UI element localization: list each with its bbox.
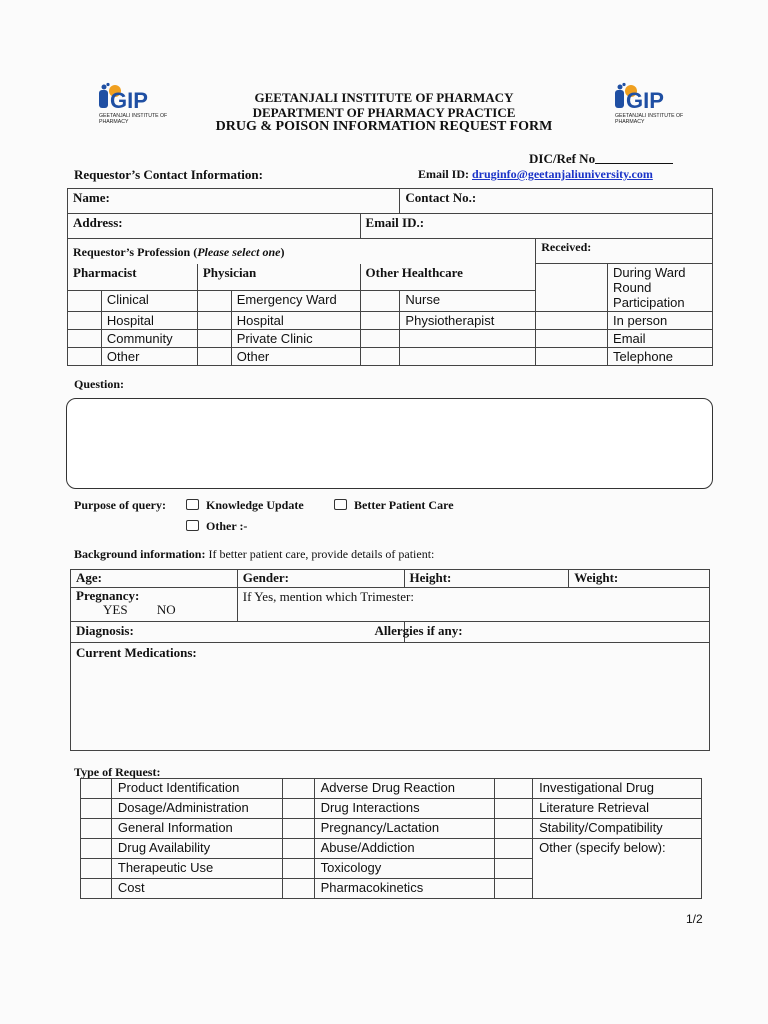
allergies-field[interactable]: Allergies if any:	[374, 622, 680, 643]
ref-input[interactable]	[595, 151, 673, 164]
purpose-option-other[interactable]	[186, 519, 247, 534]
request-option-therapeutic: Therapeutic Use	[111, 859, 282, 879]
institute-name: GEETANJALI INSTITUTE OF PHARMACY	[254, 90, 514, 105]
received-heading: Received:	[536, 239, 713, 264]
other-healthcare-heading: Other Healthcare	[360, 264, 536, 291]
request-option-adr: Adverse Drug Reaction	[314, 779, 495, 799]
address-field[interactable]	[68, 214, 361, 239]
request-checkbox-dosage[interactable]	[81, 799, 112, 819]
pregnancy-yes[interactable]: YES	[103, 602, 128, 617]
better-patient-care-label: Better Patient Care	[354, 498, 454, 512]
pharmacist-heading: Pharmacist	[68, 264, 198, 291]
request-type-table	[80, 778, 702, 899]
received-checkbox-telephone[interactable]	[536, 348, 608, 366]
received-option-telephone: Telephone	[608, 348, 713, 366]
request-option-pk: Pharmacokinetics	[314, 879, 495, 899]
request-checkbox-blank-1[interactable]	[495, 859, 533, 879]
requestor-table	[67, 188, 713, 366]
request-checkbox-other[interactable]	[495, 839, 533, 859]
pharmacist-checkbox-other[interactable]	[68, 348, 102, 366]
request-option-other[interactable]: Other (specify below):	[533, 839, 702, 899]
request-option-interactions: Drug Interactions	[314, 799, 495, 819]
other-option-blank-2	[400, 348, 536, 366]
pharmacist-checkbox-hospital[interactable]	[68, 312, 102, 330]
pharmacist-option-hospital: Hospital	[101, 312, 197, 330]
request-option-general: General Information	[111, 819, 282, 839]
other-purpose-checkbox[interactable]	[186, 520, 199, 531]
other-checkbox-nurse[interactable]	[360, 290, 400, 311]
received-option-ward: During Ward Round Participation	[608, 264, 713, 312]
svg-text:GEETANJALI INSTITUTE OF: GEETANJALI INSTITUTE OF	[99, 113, 168, 119]
requestor-email-label: Email ID.:	[365, 215, 425, 230]
received-option-email: Email	[608, 330, 713, 348]
pharmacist-checkbox-clinical[interactable]	[68, 290, 102, 311]
contact-no-field[interactable]	[400, 189, 713, 214]
knowledge-update-checkbox[interactable]	[186, 499, 199, 510]
other-checkbox-physio[interactable]	[360, 312, 400, 330]
request-checkbox-general[interactable]	[81, 819, 112, 839]
request-option-pregnancy: Pregnancy/Lactation	[314, 819, 495, 839]
background-heading	[74, 547, 434, 562]
physician-option-private: Private Clinic	[231, 330, 360, 348]
request-option-product-id: Product Identification	[111, 779, 282, 799]
other-purpose-label: Other :-	[206, 519, 248, 533]
current-medications-field[interactable]: Current Medications:	[71, 643, 710, 751]
form-title: DRUG & POISON INFORMATION REQUEST FORM	[215, 119, 553, 134]
received-checkbox-ward[interactable]	[536, 264, 608, 312]
request-option-stability: Stability/Compatibility	[533, 819, 702, 839]
request-option-toxicology: Toxicology	[314, 859, 495, 879]
request-option-cost: Cost	[111, 879, 282, 899]
pharmacist-option-clinical: Clinical	[101, 290, 197, 311]
svg-text:PHARMACY: PHARMACY	[99, 119, 129, 125]
age-field[interactable]: Age:	[71, 570, 238, 588]
physician-checkbox-other[interactable]	[197, 348, 231, 366]
svg-text:GEETANJALI INSTITUTE OF: GEETANJALI INSTITUTE OF	[615, 113, 684, 119]
other-option-blank-1	[400, 330, 536, 348]
request-option-availability: Drug Availability	[111, 839, 282, 859]
pharmacist-option-community: Community	[101, 330, 197, 348]
physician-option-hospital: Hospital	[231, 312, 360, 330]
pregnancy-no[interactable]: NO	[156, 602, 176, 617]
ref-label: DIC/Ref No	[529, 151, 596, 166]
name-field[interactable]	[68, 189, 400, 214]
request-checkbox-adr[interactable]	[282, 779, 314, 799]
request-checkbox-stability[interactable]	[495, 819, 533, 839]
height-field[interactable]: Height:	[404, 570, 569, 588]
background-hint: If better patient care, provide details of patient:	[208, 547, 435, 561]
department-name: DEPARTMENT OF PHARMACY PRACTICE	[252, 105, 516, 120]
request-checkbox-investigational[interactable]	[495, 779, 533, 799]
other-checkbox-blank-2[interactable]	[360, 348, 400, 366]
email-id-label: Email ID:	[418, 167, 469, 181]
pregnancy-field[interactable]	[71, 588, 238, 622]
request-checkbox-pregnancy[interactable]	[282, 819, 314, 839]
page-number: 1/2	[686, 912, 703, 926]
request-checkbox-therapeutic[interactable]	[81, 859, 112, 879]
trimester-field[interactable]	[237, 588, 709, 622]
other-checkbox-blank-1[interactable]	[360, 330, 400, 348]
other-option-physio: Physiotherapist	[400, 312, 536, 330]
address-label: Address:	[73, 215, 123, 230]
request-checkbox-literature[interactable]	[495, 799, 533, 819]
received-checkbox-person[interactable]	[536, 312, 608, 330]
other-option-nurse: Nurse	[400, 290, 536, 311]
request-checkbox-cost[interactable]	[81, 879, 112, 899]
request-option-abuse: Abuse/Addiction	[314, 839, 495, 859]
question-textarea[interactable]	[66, 398, 713, 489]
received-checkbox-email[interactable]	[536, 330, 608, 348]
request-checkbox-toxicology[interactable]	[282, 859, 314, 879]
request-checkbox-blank-2[interactable]	[495, 879, 533, 899]
contact-no-label: Contact No.:	[405, 190, 477, 205]
request-checkbox-product-id[interactable]	[81, 779, 112, 799]
diagnosis-field[interactable]: Diagnosis:	[71, 622, 405, 643]
request-checkbox-abuse[interactable]	[282, 839, 314, 859]
svg-text:PHARMACY: PHARMACY	[615, 119, 645, 125]
purpose-label: Purpose of query:	[74, 498, 166, 512]
pregnancy-label: Pregnancy:	[76, 588, 140, 603]
received-option-person: In person	[608, 312, 713, 330]
svg-text:GIP: GIP	[110, 88, 148, 113]
request-checkbox-interactions[interactable]	[282, 799, 314, 819]
physician-option-other: Other	[231, 348, 360, 366]
physician-checkbox-private[interactable]	[197, 330, 231, 348]
pharmacist-option-other: Other	[101, 348, 197, 366]
gender-field[interactable]: Gender:	[237, 570, 404, 588]
ref-number	[529, 151, 673, 167]
request-checkbox-availability[interactable]	[81, 839, 112, 859]
physician-heading: Physician	[197, 264, 360, 291]
pregnancy-options	[76, 603, 232, 617]
question-label: Question:	[74, 377, 125, 391]
knowledge-update-label: Knowledge Update	[206, 498, 304, 512]
contact-heading: Requestor’s Contact Information:	[74, 167, 263, 182]
request-option-literature: Literature Retrieval	[533, 799, 702, 819]
name-label: Name:	[73, 190, 110, 205]
email-link[interactable]: druginfo@geetanjaliuniversity.com	[472, 167, 653, 181]
email-line	[418, 167, 653, 182]
svg-text:GIP: GIP	[626, 88, 664, 113]
background-label: Background information:	[74, 547, 206, 561]
purpose-option-patient-care[interactable]	[334, 498, 454, 513]
weight-field[interactable]: Weight:	[569, 570, 710, 588]
patient-details-table	[70, 569, 710, 751]
request-type-label: Type of Request:	[74, 765, 161, 779]
pharmacist-checkbox-community[interactable]	[68, 330, 102, 348]
request-option-dosage: Dosage/Administration	[111, 799, 282, 819]
trimester-label: If Yes, mention which Trimester:	[242, 589, 414, 604]
physician-checkbox-hospital[interactable]	[197, 312, 231, 330]
requestor-email-field[interactable]	[360, 214, 712, 239]
purpose-option-knowledge[interactable]	[186, 498, 304, 513]
profession-heading: Requestor’s Profession (Please select one)	[68, 239, 536, 264]
physician-checkbox-emergency[interactable]	[197, 290, 231, 311]
physician-option-emergency: Emergency Ward	[231, 290, 360, 311]
better-patient-care-checkbox[interactable]	[334, 499, 347, 510]
request-checkbox-pk[interactable]	[282, 879, 314, 899]
request-option-investigational: Investigational Drug	[533, 779, 702, 799]
